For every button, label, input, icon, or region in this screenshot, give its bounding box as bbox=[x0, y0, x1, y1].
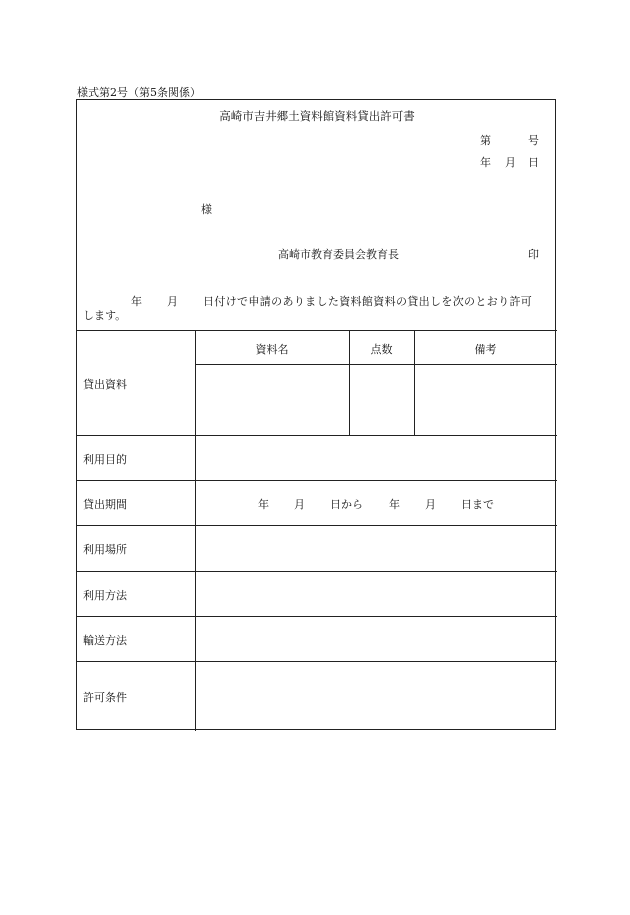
material-header-divider bbox=[195, 364, 557, 365]
period-end-day: 日まで bbox=[461, 498, 494, 511]
row-divider bbox=[77, 435, 557, 436]
place-label: 利用場所 bbox=[83, 543, 127, 556]
seal-mark: 印 bbox=[528, 248, 539, 261]
transport-label: 輸送方法 bbox=[83, 634, 127, 647]
statement-month: 月 bbox=[167, 295, 178, 308]
row-divider bbox=[77, 480, 557, 481]
purpose-label: 利用目的 bbox=[83, 453, 127, 466]
statement-year: 年 bbox=[131, 295, 142, 308]
form-number-label: 様式第2号（第5条関係） bbox=[77, 86, 201, 99]
label-column-divider bbox=[195, 330, 196, 731]
row-divider bbox=[77, 571, 557, 572]
method-label: 利用方法 bbox=[83, 589, 127, 602]
material-name-header: 資料名 bbox=[255, 343, 289, 356]
conditions-label: 許可条件 bbox=[83, 691, 127, 704]
period-start-day: 日から bbox=[330, 498, 363, 511]
number-prefix: 第 bbox=[480, 134, 491, 147]
period-start-year: 年 bbox=[258, 498, 269, 511]
period-end-year: 年 bbox=[389, 498, 400, 511]
loan-materials-label: 貸出資料 bbox=[83, 378, 127, 391]
period-start-month: 月 bbox=[294, 498, 305, 511]
issuer-name: 高崎市教育委員会教育長 bbox=[278, 248, 399, 261]
date-month: 月 bbox=[505, 156, 516, 169]
row-divider bbox=[77, 661, 557, 662]
permit-form bbox=[76, 99, 556, 730]
row-divider bbox=[77, 616, 557, 617]
material-count-header: 点数 bbox=[370, 343, 393, 356]
date-year: 年 bbox=[480, 156, 491, 169]
form-title: 高崎市吉井郷土資料館資料貸出許可書 bbox=[219, 109, 415, 123]
period-end-month: 月 bbox=[425, 498, 436, 511]
statement-line2: します。 bbox=[83, 309, 127, 322]
header-divider bbox=[77, 330, 557, 331]
number-suffix: 号 bbox=[528, 134, 539, 147]
material-notes-header: 備考 bbox=[474, 343, 497, 356]
date-day: 日 bbox=[528, 156, 539, 169]
statement-line1: 日付けで申請のありました資料館資料の貸出しを次のとおり許可 bbox=[203, 295, 533, 308]
row-divider bbox=[77, 525, 557, 526]
period-label: 貸出期間 bbox=[83, 498, 127, 511]
recipient-suffix: 様 bbox=[201, 203, 212, 216]
